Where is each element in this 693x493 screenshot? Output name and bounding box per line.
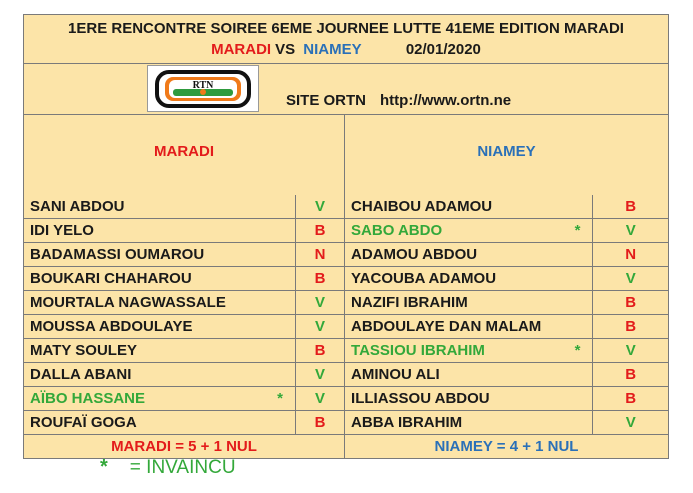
fighter-name: MOURTALA NAGWASSALE <box>30 294 226 311</box>
team-b-result: B <box>625 294 637 311</box>
team-b-result: B <box>625 390 637 407</box>
team-b-header: NIAMEY <box>477 142 536 160</box>
legend-text: = INVAINCU <box>129 457 236 478</box>
team-a-result: N <box>296 243 345 266</box>
team-b-name: NIAMEY <box>303 41 362 58</box>
fighter-name: ABDOULAYE DAN MALAM <box>351 318 542 335</box>
fighter-name: AMINOU ALI <box>351 366 440 383</box>
unbeaten-star: * <box>277 390 283 407</box>
team-b-fighter <box>345 219 593 242</box>
match-date: 02/01/2020 <box>405 41 481 58</box>
table-row <box>24 290 668 314</box>
team-a-result: V <box>296 291 345 314</box>
table-row <box>24 242 668 266</box>
fighter-name: ILLIASSOU ABDOU <box>351 390 490 407</box>
fighter-name: AÏBO HASSANE <box>30 390 146 407</box>
fighter-name: CHAIBOU ADAMOU <box>351 198 493 215</box>
team-a-fighter <box>24 267 296 290</box>
legend-star: * <box>100 456 108 478</box>
team-a-fighter <box>24 291 296 314</box>
team-a-fighter <box>24 387 296 410</box>
table-row <box>24 410 668 434</box>
team-b-fighter <box>345 339 593 362</box>
table-row <box>24 338 668 362</box>
unbeaten-star: * <box>574 222 581 239</box>
team-a-fighter <box>24 411 296 434</box>
team-a-fighter <box>24 339 296 362</box>
team-a-result: V <box>296 315 345 338</box>
logo-row <box>24 63 668 114</box>
unbeaten-star: * <box>574 342 581 359</box>
rtn-logo-icon <box>151 69 255 109</box>
team-b-result: N <box>625 246 637 263</box>
team-b-fighter <box>345 195 593 218</box>
table-row <box>24 386 668 410</box>
fighter-name: TASSIOU IBRAHIM <box>351 342 485 359</box>
rtn-logo <box>147 65 259 112</box>
fighter-name: ROUFAÏ GOGA <box>30 414 137 431</box>
team-b-result: V <box>625 414 636 431</box>
fighter-name: NAZIFI IBRAHIM <box>351 294 468 311</box>
site-label: SITE ORTN <box>286 92 367 109</box>
legend <box>100 456 236 479</box>
fighter-name: MATY SOULEY <box>30 342 137 359</box>
team-a-result: V <box>296 387 345 410</box>
team-b-fighter <box>345 411 593 434</box>
team-a-header: MARADI <box>24 115 345 195</box>
team-b-result: B <box>625 198 637 215</box>
event-title: 1ERE RENCONTRE SOIREE 6EME JOURNEE LUTTE 41EME EDITION MARADI <box>68 20 624 37</box>
fighter-name: ABBA IBRAHIM <box>351 414 463 431</box>
site-info <box>286 92 525 109</box>
team-b-fighter <box>345 387 593 410</box>
team-a-result: B <box>296 411 345 434</box>
team-b-result: B <box>625 366 637 383</box>
team-b-fighter <box>345 243 593 266</box>
fighter-name: IDI YELO <box>30 222 94 239</box>
vs-label: VS <box>275 41 296 58</box>
team-a-fighter <box>24 195 296 218</box>
site-url: http://www.ortn.ne <box>380 92 512 109</box>
fighter-name: BOUKARI CHAHAROU <box>30 270 192 287</box>
fighter-name: SABO ABDO <box>351 222 443 239</box>
fighter-name: DALLA ABANI <box>30 366 132 383</box>
team-a-result: B <box>296 219 345 242</box>
team-b-fighter <box>345 267 593 290</box>
team-header-row <box>24 114 668 195</box>
team-b-fighter <box>345 291 593 314</box>
fighter-name: YACOUBA ADAMOU <box>351 270 497 287</box>
team-a-name: MARADI <box>211 41 272 58</box>
team-a-result: V <box>296 363 345 386</box>
fighter-name: MOUSSA ABDOULAYE <box>30 318 193 335</box>
fighter-name: BADAMASSI OUMAROU <box>30 246 205 263</box>
table-row <box>24 195 668 218</box>
team-a-fighter <box>24 315 296 338</box>
table-row <box>24 218 668 242</box>
logo-text: RTN <box>192 79 214 91</box>
team-a-fighter <box>24 243 296 266</box>
team-b-result: V <box>625 342 636 359</box>
results-table <box>23 14 669 459</box>
team-b-result: V <box>625 270 636 287</box>
table-row <box>24 314 668 338</box>
team-a-result: V <box>296 195 345 218</box>
table-row <box>24 362 668 386</box>
team-a-result: B <box>296 339 345 362</box>
team-b-fighter <box>345 363 593 386</box>
team-b-total: NIAMEY = 4 + 1 NUL <box>434 438 579 455</box>
fighter-name: SANI ABDOU <box>30 198 125 215</box>
title-row <box>24 15 668 63</box>
team-b-result: B <box>625 318 637 335</box>
team-a-result: B <box>296 267 345 290</box>
totals-row <box>24 434 668 458</box>
match-subtitle <box>209 39 483 60</box>
fighter-name: ADAMOU ABDOU <box>351 246 478 263</box>
fighter-rows <box>24 195 668 434</box>
team-a-fighter <box>24 363 296 386</box>
table-row <box>24 266 668 290</box>
team-a-total: MARADI = 5 + 1 NUL <box>24 435 345 458</box>
team-b-fighter <box>345 315 593 338</box>
team-a-fighter <box>24 219 296 242</box>
team-b-result: V <box>625 222 636 239</box>
